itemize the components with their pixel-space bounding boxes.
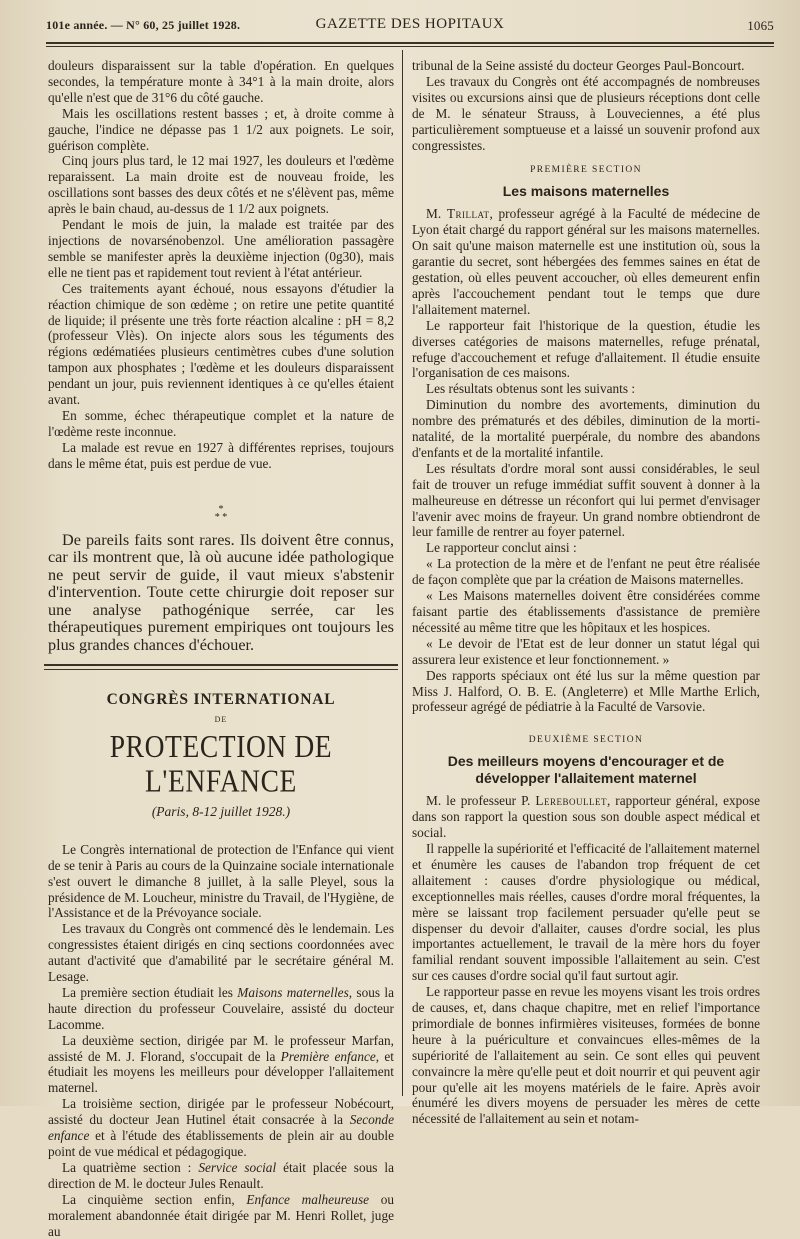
paragraph: M. Trillat, professeur agrégé à la Faculté de médecine de Lyon était chargé du rapport général sur les maisons maternelles. On sait qu'une maison maternelle est une institution où, sous la garantie du secret, sont hébergées des femmes saines en état de gestation, où elles peuvent accoucher, où elles demeurent enfin après l'accouchement pendant tout le temps que dure l'allaitement maternel. [412,206,760,317]
conclusion-block [48,532,394,655]
section-rule-thin [44,669,398,670]
paragraph: douleurs disparaissent sur la table d'opération. En quelques secondes, la température monte à 34°1 à la main droite, alors qu'elle n'est que de 31°6 du côté gauche. [48,58,394,105]
paragraph: Les travaux du Congrès ont commencé dès le lendemain. Les congressistes étaient dirigés en cinq sections coordonnées avec autant d'activité que d'amabilité par le secrétaire général M. Lesage. [48,921,394,985]
quote-paragraph: « Le devoir de l'Etat est de leur donner un statut légal qui assurera leur existence et leur fonctionnement. » [412,635,760,667]
section-title: Les maisons maternelles [502,183,670,200]
section-label: DEUXIÈME SECTION [528,735,644,746]
paragraph: Des rapports spéciaux ont été lus sur la même question par Miss J. Halford, O. B. E. (Angleterre) et Mlle Marthe Erlich, professeur agrégé de pédiatrie à la Faculté de Varsovie. [412,667,760,715]
paragraph: Mais les oscillations restent basses ; et, à droite comme à gauche, l'indice ne dépasse pas 1 1/2 aux poignets. Le soir, guérison complète. [48,105,394,153]
page-header [46,12,774,40]
paragraph: Ces traitements ayant échoué, nous essayons d'étudier la réaction chimique de son œdème ; on retire une petite quantité de liquide; il présente une très forte réaction alcaline : pH = 8,2 (professeur Vlès). On injecte alors sous les téguments des régions œdématiées plusieurs centimètres cubes d'une solution tampon aux phosphates ; l'œdème et les douleurs disparaissent pendant un jour, puis reviennent identiques à ce qu'elles étaient avant. [48,280,394,408]
header-rule-thin [46,46,774,47]
paragraph: La première section étudiait les Maisons maternelles, sous la haute direction du professeur Couvelaire, assisté du docteur Lacomme. [48,984,394,1032]
congress-heading: CONGRÈS INTERNATIONAL [106,691,336,709]
paragraph: Cinq jours plus tard, le 12 mai 1927, les douleurs et l'œdème reparaissent. La main droite est de nouveau froide, les oscillations sont basses des deux côtés et ne s'élèvent pas, même après le bain chaud, au-dessus de 1 1/2 aux poignets. [48,153,394,217]
congress-dates: (Paris, 8-12 juillet 1928.) [151,803,291,819]
header-rule [46,42,774,44]
issue-info: 101e année. — N° 60, 25 juillet 1928. [46,18,241,32]
column-divider [402,50,403,1096]
quote-paragraph: « La protection de la mère et de l'enfant ne peut être réalisée de façon complète que par la création de Maisons maternelles. [412,556,760,588]
paragraph: Diminution du nombre des avortements, diminution du nombre des prématurés et des débiles, diminution de la morti-natalité, de la mortalité puerpérale, du nombre des abandons d'enfants et de la mortalité infantile. [412,397,760,460]
paragraph: Le rapporteur conclut ainsi : [426,540,577,556]
paragraph: Pendant le mois de juin, la malade est traitée par des injections de novarsénobenzol. Une amélioration passagère semble se manifester après la deuxième injection (0g30), mais elle ne tient pas et rapidement tout revient à l'état antérieur. [48,217,394,280]
newspaper-title: GAZETTE DES HOPITAUX [315,16,505,32]
paragraph: Le Congrès international de protection de l'Enfance qui vient de se tenir à Paris au cours de la Quinzaine sociale internationale s'est ouvert le dimanche 8 juillet, à la salle Pleyel, sous la présidence de M. Loucheur, ministre du Travail, de l'Hygiène, de l'Assistance et de la Prévoyance sociale. [48,841,394,921]
congress-title: PROTECTION DE L'ENFANCE [109,728,333,799]
paragraph: Les résultats obtenus sont les suivants : [426,381,636,397]
right-column [412,58,760,1127]
paragraph: M. le professeur P. Lereboullet, rapporteur général, expose dans son rapport la question sous son double aspect médical et social. [412,793,761,841]
paragraph: La quatrième section : Service social était placée sous la direction de M. le docteur Jules Renault. [48,1159,394,1191]
paragraph: Le rapporteur fait l'historique de la question, étudie les diverses catégories de maisons maternelles, refuge prénatal, refuge d'accouchement et refuge d'allaitement. Il étudie ensuite l'organisation de ces maisons. [412,317,760,381]
conclusion-paragraph: De pareils faits sont rares. Ils doivent être connus, car ils montrent que, là où aucune idée pathologique ne peut servir de guide, il vaut mieux s'abstenir d'intervention. Toute cette chirurgie doit reposer sur une analyse pathogénique serrée, car les thérapeutiques purement empiriques ont toujours les plus grandes chances d'échouer. [48,530,394,654]
left-column [48,58,394,1239]
page-number: 1065 [747,18,774,33]
paragraph: La malade est revue en 1927 à différentes reprises, toujours dans le même état, puis est perdue de vue. [48,439,394,471]
congress-heading-de: DE [214,714,228,724]
paragraph: Les résultats d'ordre moral sont aussi considérables, le seul fait de trouver un refuge immédiat suffit souvent à donner à la malheureuse en détresse un réconfort qui lui permet d'envisager l'avenir avec moins de frayeur. Un grand nombre obtiendront de leur famille de rentrer au foyer paternel. [412,460,760,540]
paragraph: La troisième section, dirigée par le professeur Nobécourt, assisté du docteur Jean Hutinel était consacrée à la Seconde enfance et à l'étude des établissements de plein air au double point de vue médical et pédagogique. [48,1096,394,1159]
section-rule [44,664,398,666]
paragraph: En somme, échec thérapeutique complet et la nature de l'œdème reste inconnue. [48,407,394,439]
paragraph: Il rappelle la supériorité et l'efficacité de l'allaitement maternel et énumère les causes de l'abandon trop fréquent de cet allaitement : causes d'ordre physiologique ou médical, exceptionnelles mais réelles, causes d'ordre moral fréquentes, la mère se laissant trop facilement persuader qu'elle peut se dispenser du devoir d'allaiter, causes d'ordre social, les plus importantes actuellement, le travail de la mère hors du foyer familial rendant souvent impossible l'allaitement au sein. C'est sur ces causes d'ordre social qu'il faut surtout agir. [412,840,760,984]
paragraph: La cinquième section enfin, Enfance malheureuse ou moralement abandonnée était dirigée par M. Henri Rollet, juge au [48,1191,395,1239]
quote-paragraph: « Les Maisons maternelles doivent être considérées comme faisant partie des établissements d'assistance de première nécessité au même titre que les hôpitaux et les hospices. [412,588,760,635]
section-title: Des meilleurs moyens d'encourager et de développer l'allaitement maternel [447,753,725,787]
section-label: PREMIÈRE SECTION [530,165,642,176]
paragraph: Les travaux du Congrès ont été accompagnés de nombreuses visites ou excursions ainsi que de plusieurs réceptions dont celle de M. le sénateur Strauss, à Louveciennes, a été plus particulièrement somptueuse et a laissé un souvenir profond aux congressistes. [412,73,760,153]
paragraph: La deuxième section, dirigée par M. le professeur Marfan, assisté de M. J. Florand, s'occupait de la Première enfance, et étudiait les moyens les meilleurs pour développer l'allaitement maternel. [48,1032,395,1096]
paragraph: Le rapporteur passe en revue les moyens visant les trois ordres de causes, et, dans chaque chapitre, met en relief l'importance primordiale de bonnes infirmières visiteuses, formées de bonne heure à la puériculture et convaincues elles-mêmes de la supériorité de l'allaitement au sein. Ce sont elles qui peuvent convaincre la mère qu'elle peut et doit nourrir et qui peuvent agir pour qu'elle ait les moyens matériels de le faire. Après avoir énuméré les divers moyens de persuader les mères de cette nécessité de l'allaitement au sein et notam- [412,984,760,1127]
section-asterism: * * * [214,503,228,523]
paragraph: tribunal de la Seine assisté du docteur Georges Paul-Boncourt. [412,58,745,73]
